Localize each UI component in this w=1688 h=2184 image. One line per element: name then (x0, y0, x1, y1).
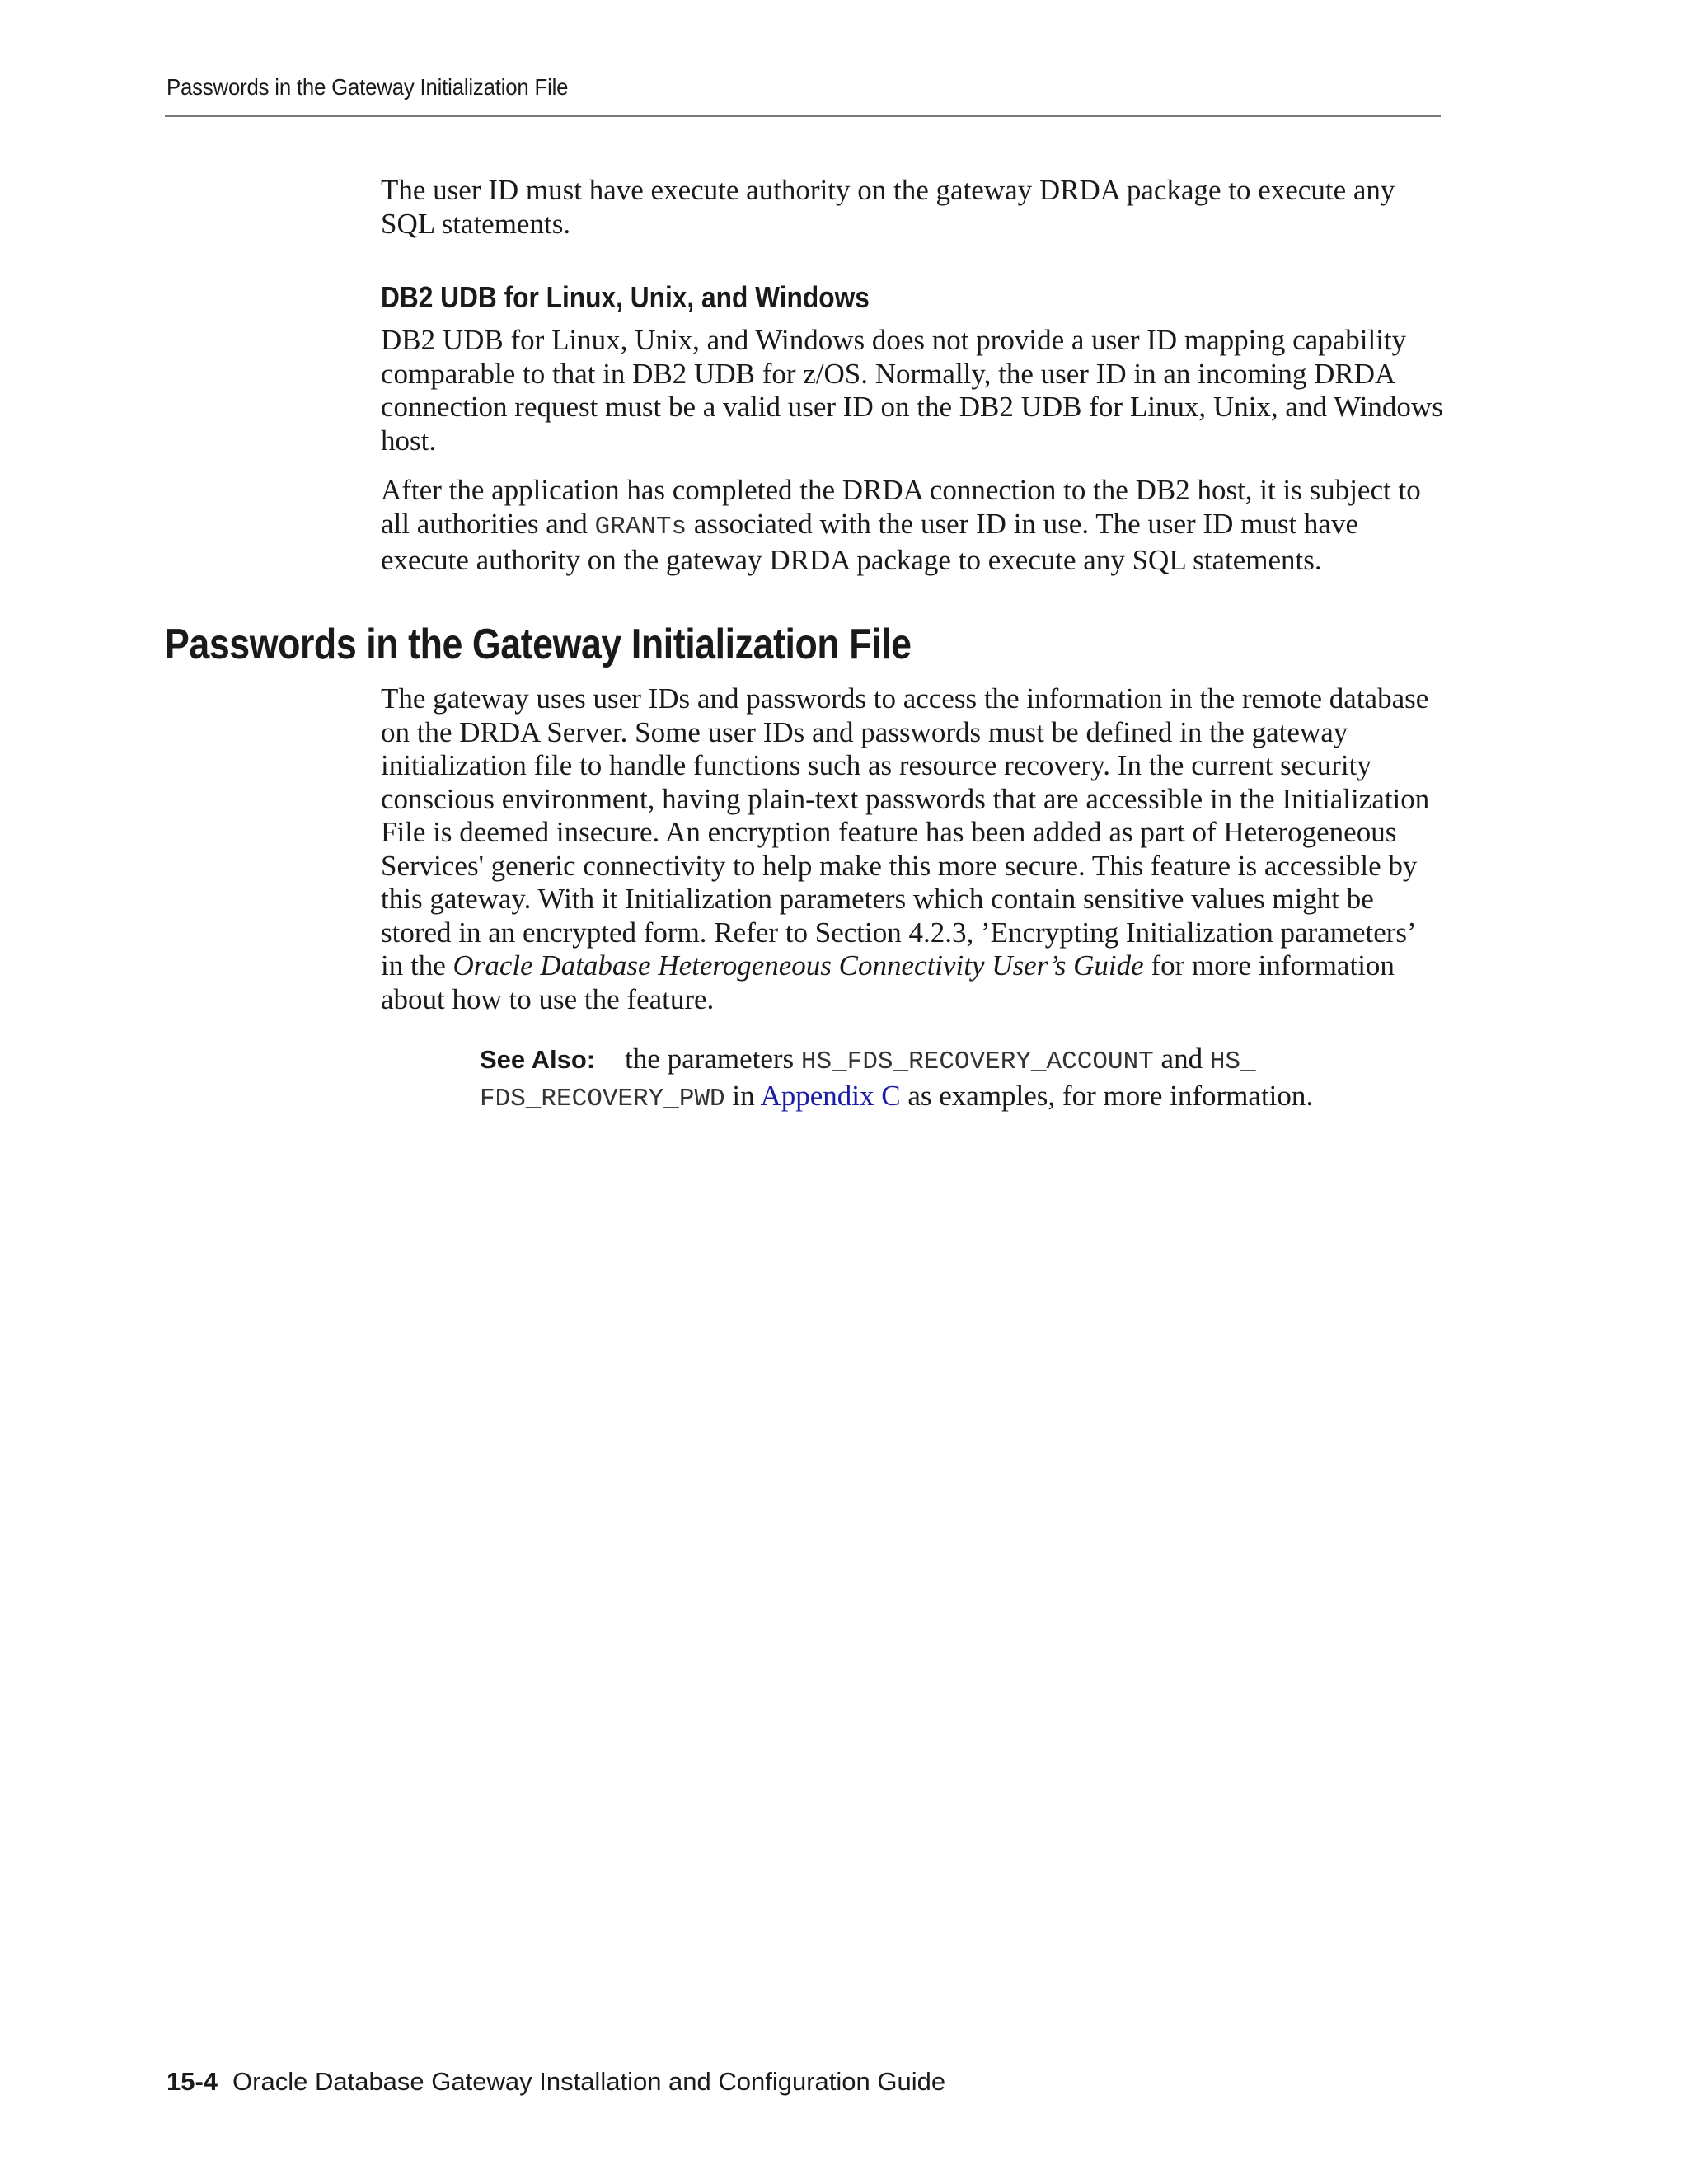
db2-paragraph-1: DB2 UDB for Linux, Unix, and Windows does not provide a user ID mapping capability comparable to that in DB2 UDB for z/OS. Normally, the user ID in an incoming DRDA connection request must be a valid user ID on the DB2 UDB for Linux, Unix, and Windows host. (381, 324, 1443, 457)
db2-subheading: DB2 UDB for Linux, Unix, and Windows (381, 280, 870, 314)
guide-title: Oracle Database Heterogeneous Connectivity User’s Guide (452, 949, 1144, 982)
db2-block (381, 324, 1444, 578)
see-also-note (480, 1043, 1345, 1116)
passwords-block (381, 682, 1444, 1016)
passwords-paragraph (381, 682, 1444, 1016)
see-also-label: See Also: (480, 1045, 596, 1074)
recovery-pwd-code: HS_ FDS_RECOVERY_PWD (480, 1047, 1256, 1113)
appendix-c-link[interactable]: Appendix C (760, 1079, 901, 1112)
passwords-text-b: for more information about how to use the feature. (381, 949, 1395, 1015)
header-rule (165, 115, 1441, 117)
db2-p2-text-a: After the application has completed the DRDA connection to the DB2 host, it is subject to all authorities and (381, 474, 1421, 540)
see-also-text-1: the parameters (625, 1043, 801, 1075)
see-also-text-2: and (1153, 1043, 1210, 1075)
book-title: Oracle Database Gateway Installation and Configuration Guide (232, 2067, 946, 2096)
see-also-text-4: as examples, for more information. (900, 1079, 1314, 1112)
see-also-text-3: in (724, 1079, 761, 1112)
recovery-account-code: HS_FDS_RECOVERY_ACCOUNT (800, 1047, 1154, 1076)
page-number: 15-4 (166, 2067, 218, 2096)
section-title: Passwords in the Gateway Initialization File (165, 621, 912, 668)
db2-paragraph-2 (381, 474, 1444, 578)
intro-block (381, 174, 1444, 241)
grants-code: GRANTs (594, 512, 687, 541)
passwords-text-a: The gateway uses user IDs and passwords to access the information in the remote database on the DRDA Server. Some user IDs and passwords must be defined in the gateway initialization file to handle functions such as resource recovery. In the current security conscious environment, having plain-text passwords that are accessible in the Initialization File is deemed insecure. An encryption feature has been added as part of Heterogeneous Services' generic connectivity to help make this more secure. This feature is accessible by this gateway. With it Initialization parameters which contain sensitive values might be stored in an encrypted form. Refer to Section 4.2.3, ’Encrypting Initialization parameters’ in the (381, 682, 1430, 982)
db2-p2-text-b: associated with the user ID in use. The user ID must have execute authority on the gateway DRDA package to execute any SQL statements. (381, 507, 1358, 576)
intro-paragraph: The user ID must have execute authority on the gateway DRDA package to execute any SQL statements. (381, 174, 1395, 240)
running-header: Passwords in the Gateway Initialization File (166, 74, 569, 100)
page-footer (166, 2067, 945, 2097)
